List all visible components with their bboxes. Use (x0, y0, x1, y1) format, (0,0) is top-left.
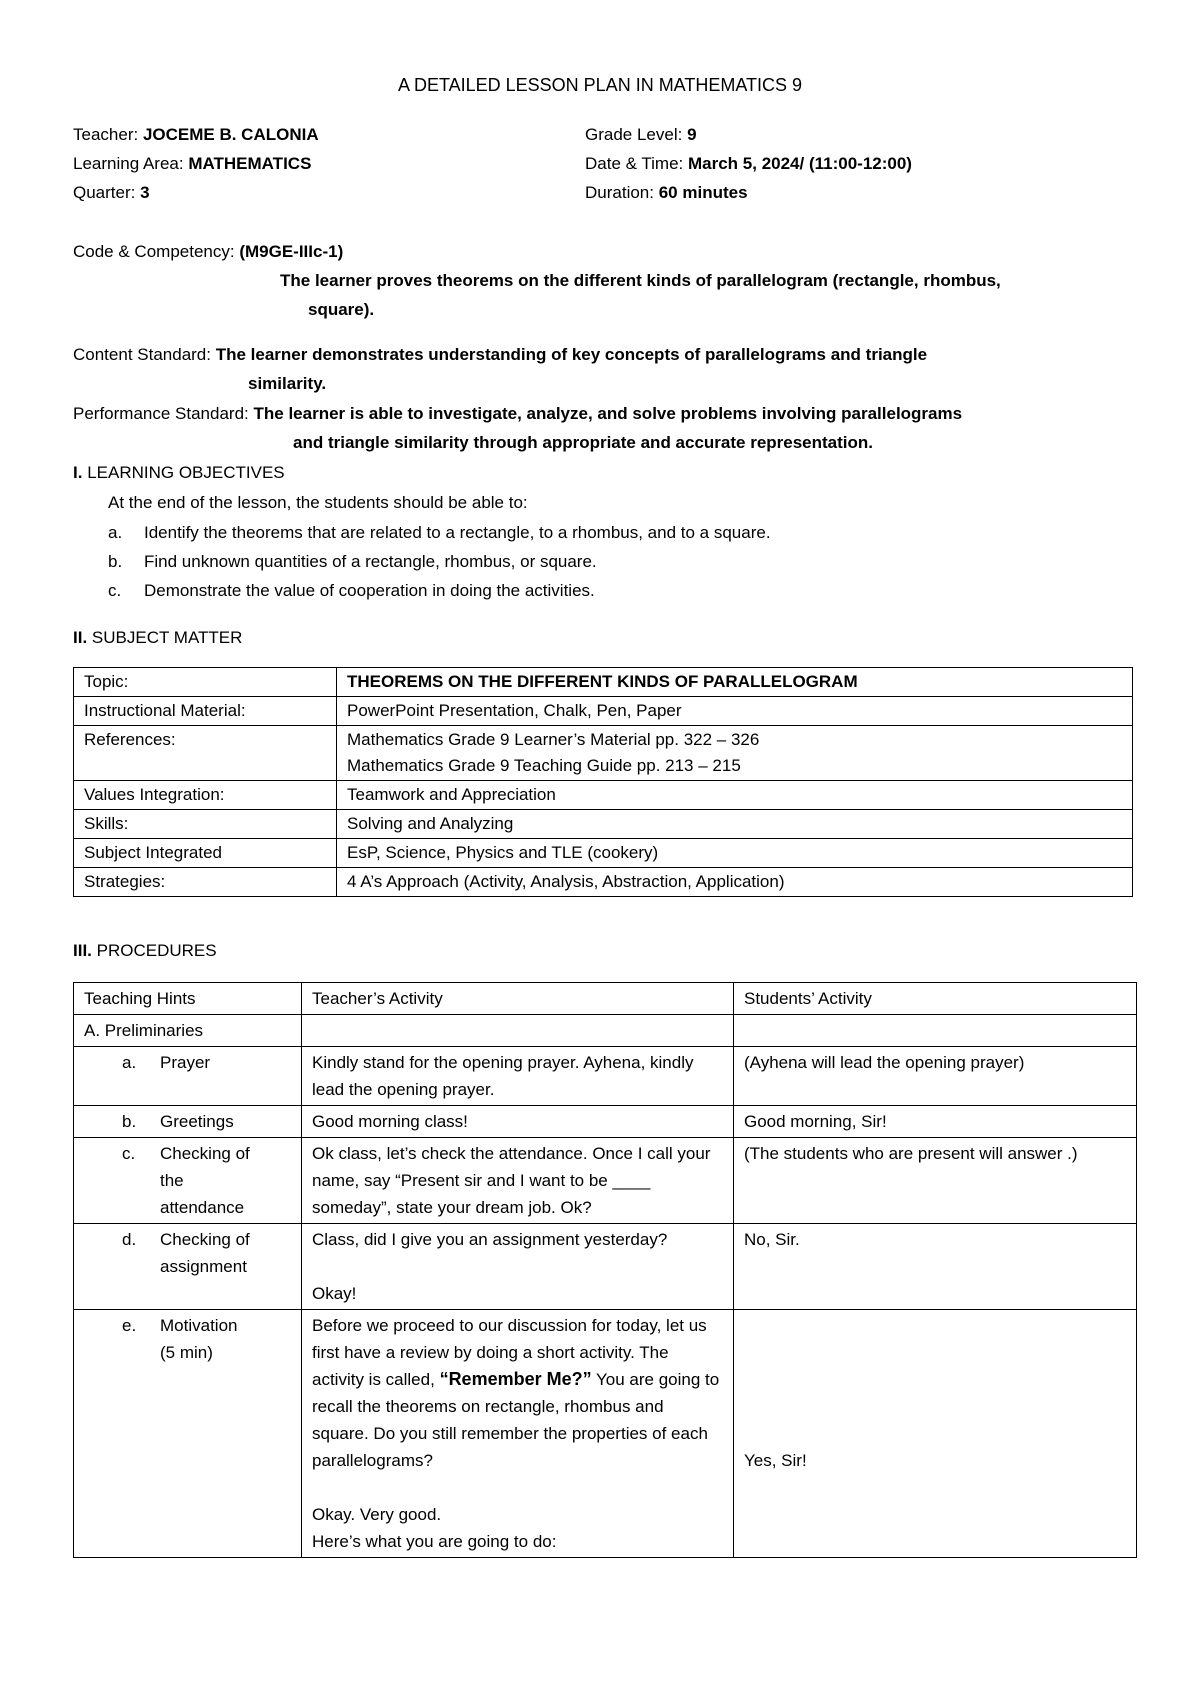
section-label: A. Preliminaries (74, 1015, 302, 1047)
hint-marker: b. (122, 1112, 137, 1131)
subject-matter-heading (73, 623, 242, 652)
hint-marker: d. (122, 1230, 137, 1249)
procedures-heading (73, 936, 217, 965)
teacher-label: Teacher: (73, 125, 139, 144)
hint-cell (84, 1226, 291, 1280)
performance-standard-text-2: and triangle similarity through appropriate and accurate representation. (293, 433, 874, 452)
objective-text: Identify the theorems that are related to a rectangle, to a rhombus, and to a square. (144, 523, 771, 542)
row-label: Subject Integrated (74, 839, 337, 868)
table-row (74, 1224, 1137, 1310)
hint-marker: e. (122, 1316, 137, 1335)
teacher-activity: Kindly stand for the opening prayer. Ayhena, kindly lead the opening prayer. (302, 1047, 734, 1106)
duration-label: Duration: (585, 183, 654, 202)
objective-marker: a. (108, 523, 123, 542)
objective-item (108, 547, 771, 576)
hint-cell (84, 1312, 291, 1366)
teacher-activity (302, 1224, 734, 1310)
objectives-title: LEARNING OBJECTIVES (87, 463, 285, 482)
student-activity: (Ayhena will lead the opening prayer) (734, 1047, 1137, 1106)
competency-text-1: The learner proves theorems on the different kinds of parallelogram (rectangle, rhombus, (280, 271, 1001, 290)
competency-code: (M9GE-IIIc-1) (239, 242, 344, 261)
student-activity: No, Sir. (734, 1224, 1137, 1310)
grade-value: 9 (687, 125, 697, 144)
row-label: References: (74, 726, 337, 781)
area-value: MATHEMATICS (188, 154, 312, 173)
row-value (337, 726, 1133, 781)
hint-line: assignment (160, 1257, 247, 1276)
teacher-paragraph (312, 1312, 723, 1474)
objective-item (108, 576, 771, 605)
objective-item (108, 518, 771, 547)
table-row (74, 1015, 1137, 1047)
activity-name: “Remember Me?” (439, 1369, 592, 1389)
student-activity (734, 1310, 1137, 1558)
teacher-line: Okay! (312, 1284, 357, 1303)
competency-text-2: square). (308, 300, 375, 319)
grade-label: Grade Level: (585, 125, 683, 144)
reference-1: Mathematics Grade 9 Learner’s Material pp. 322 – 326 (347, 730, 760, 749)
teacher-line: Class, did I give you an assignment yesterday? (312, 1230, 668, 1249)
row-value: 4 A’s Approach (Activity, Analysis, Abstraction, Application) (337, 868, 1133, 897)
subject-matter-title: SUBJECT MATTER (91, 628, 243, 647)
teacher-text: Before we proceed to our discussion for today, let us first have a review by doing a short activity. The activity is called, (312, 1316, 707, 1389)
procedures-table (73, 982, 1137, 1558)
objective-text: Find unknown quantities of a rectangle, rhombus, or square. (144, 552, 597, 571)
teacher-text: You are going to recall the theorems on rectangle, rhombus and square. Do you still remember the properties of each parallelograms? (312, 1370, 720, 1470)
datetime-line (585, 149, 912, 178)
row-label: Skills: (74, 810, 337, 839)
content-standard-line (73, 340, 927, 369)
quarter-line (73, 178, 319, 207)
hint-line: Checking of (160, 1144, 250, 1163)
table-row (74, 1310, 1137, 1558)
hint-text: Greetings (160, 1112, 234, 1131)
quarter-value: 3 (140, 183, 150, 202)
student-activity: Good morning, Sir! (734, 1106, 1137, 1138)
student-answer: Yes, Sir! (744, 1451, 807, 1470)
hint-cell (84, 1049, 291, 1076)
hint-marker: a. (122, 1053, 137, 1072)
content-standard-label: Content Standard: (73, 345, 211, 364)
table-row (74, 668, 1133, 697)
table-row (74, 1106, 1137, 1138)
duration-value: 60 minutes (658, 183, 748, 202)
objectives-num: I. (73, 463, 83, 482)
procedures-title: PROCEDURES (96, 941, 217, 960)
table-row (74, 781, 1133, 810)
objective-marker: c. (108, 581, 122, 600)
area-line (73, 149, 319, 178)
row-value: EsP, Science, Physics and TLE (cookery) (337, 839, 1133, 868)
column-header: Teacher’s Activity (302, 983, 734, 1015)
hint-cell (84, 1140, 291, 1221)
duration-line (585, 178, 912, 207)
teacher-line: Okay. Very good. (312, 1505, 442, 1524)
subject-matter-num: II. (73, 628, 88, 647)
hint-marker: c. (122, 1144, 136, 1163)
teacher-line: Here’s what you are going to do: (312, 1532, 557, 1551)
datetime-label: Date & Time: (585, 154, 684, 173)
objective-text: Demonstrate the value of cooperation in doing the activities. (144, 581, 595, 600)
hint-text: Prayer (160, 1053, 211, 1072)
hint-line: (5 min) (160, 1343, 213, 1362)
table-row (74, 810, 1133, 839)
column-header: Students’ Activity (734, 983, 1137, 1015)
hint-text (160, 1226, 250, 1280)
header-left (73, 120, 319, 207)
row-value: Solving and Analyzing (337, 810, 1133, 839)
objectives-intro: At the end of the lesson, the students should be able to: (108, 493, 528, 512)
teacher-activity: Ok class, let’s check the attendance. Once I call your name, say “Present sir and I want to be ____ someday”, state your dream job. Ok? (302, 1138, 734, 1224)
performance-standard-text-1: The learner is able to investigate, analyze, and solve problems involving parallelograms (253, 404, 963, 423)
table-header-row (74, 983, 1137, 1015)
procedures-num: III. (73, 941, 92, 960)
table-row (74, 1047, 1137, 1106)
teacher-activity (302, 1310, 734, 1558)
student-activity: (The students who are present will answer .) (734, 1138, 1137, 1224)
teacher-name: JOCEME B. CALONIA (142, 125, 319, 144)
competency-line (73, 237, 343, 266)
subject-matter-table (73, 667, 1133, 897)
document-title: A DETAILED LESSON PLAN IN MATHEMATICS 9 (397, 75, 803, 95)
objectives-list (108, 518, 771, 605)
table-row (74, 726, 1133, 781)
objectives-heading (73, 458, 285, 487)
row-value: Teamwork and Appreciation (337, 781, 1133, 810)
datetime-value: March 5, 2024/ (11:00-12:00) (688, 154, 912, 173)
hint-line: Motivation (160, 1316, 238, 1335)
reference-2: Mathematics Grade 9 Teaching Guide pp. 213 – 215 (347, 756, 741, 775)
row-value: THEOREMS ON THE DIFFERENT KINDS OF PARALLELOGRAM (337, 668, 1133, 697)
table-row (74, 697, 1133, 726)
content-standard-text-1: The learner demonstrates understanding of key concepts of parallelograms and triangle (215, 345, 928, 364)
column-header: Teaching Hints (74, 983, 302, 1015)
hint-line: Checking of (160, 1230, 250, 1249)
table-row (74, 839, 1133, 868)
objective-marker: b. (108, 552, 123, 571)
header-right (585, 120, 912, 207)
hint-line: attendance (160, 1198, 245, 1217)
performance-standard-label: Performance Standard: (73, 404, 249, 423)
hint-cell (84, 1108, 291, 1135)
table-row (74, 868, 1133, 897)
hint-text (160, 1140, 250, 1221)
content-standard-text-2: similarity. (248, 374, 327, 393)
row-label: Topic: (74, 668, 337, 697)
competency-label: Code & Competency: (73, 242, 235, 261)
hint-text (160, 1312, 237, 1366)
table-row (74, 1138, 1137, 1224)
row-value: PowerPoint Presentation, Chalk, Pen, Paper (337, 697, 1133, 726)
area-label: Learning Area: (73, 154, 184, 173)
hint-line: the (160, 1171, 184, 1190)
row-label: Instructional Material: (74, 697, 337, 726)
teacher-activity: Good morning class! (302, 1106, 734, 1138)
row-label: Values Integration: (74, 781, 337, 810)
performance-standard-line (73, 399, 962, 428)
grade-line (585, 120, 912, 149)
row-label: Strategies: (74, 868, 337, 897)
quarter-label: Quarter: (73, 183, 136, 202)
teacher-line (73, 120, 319, 149)
